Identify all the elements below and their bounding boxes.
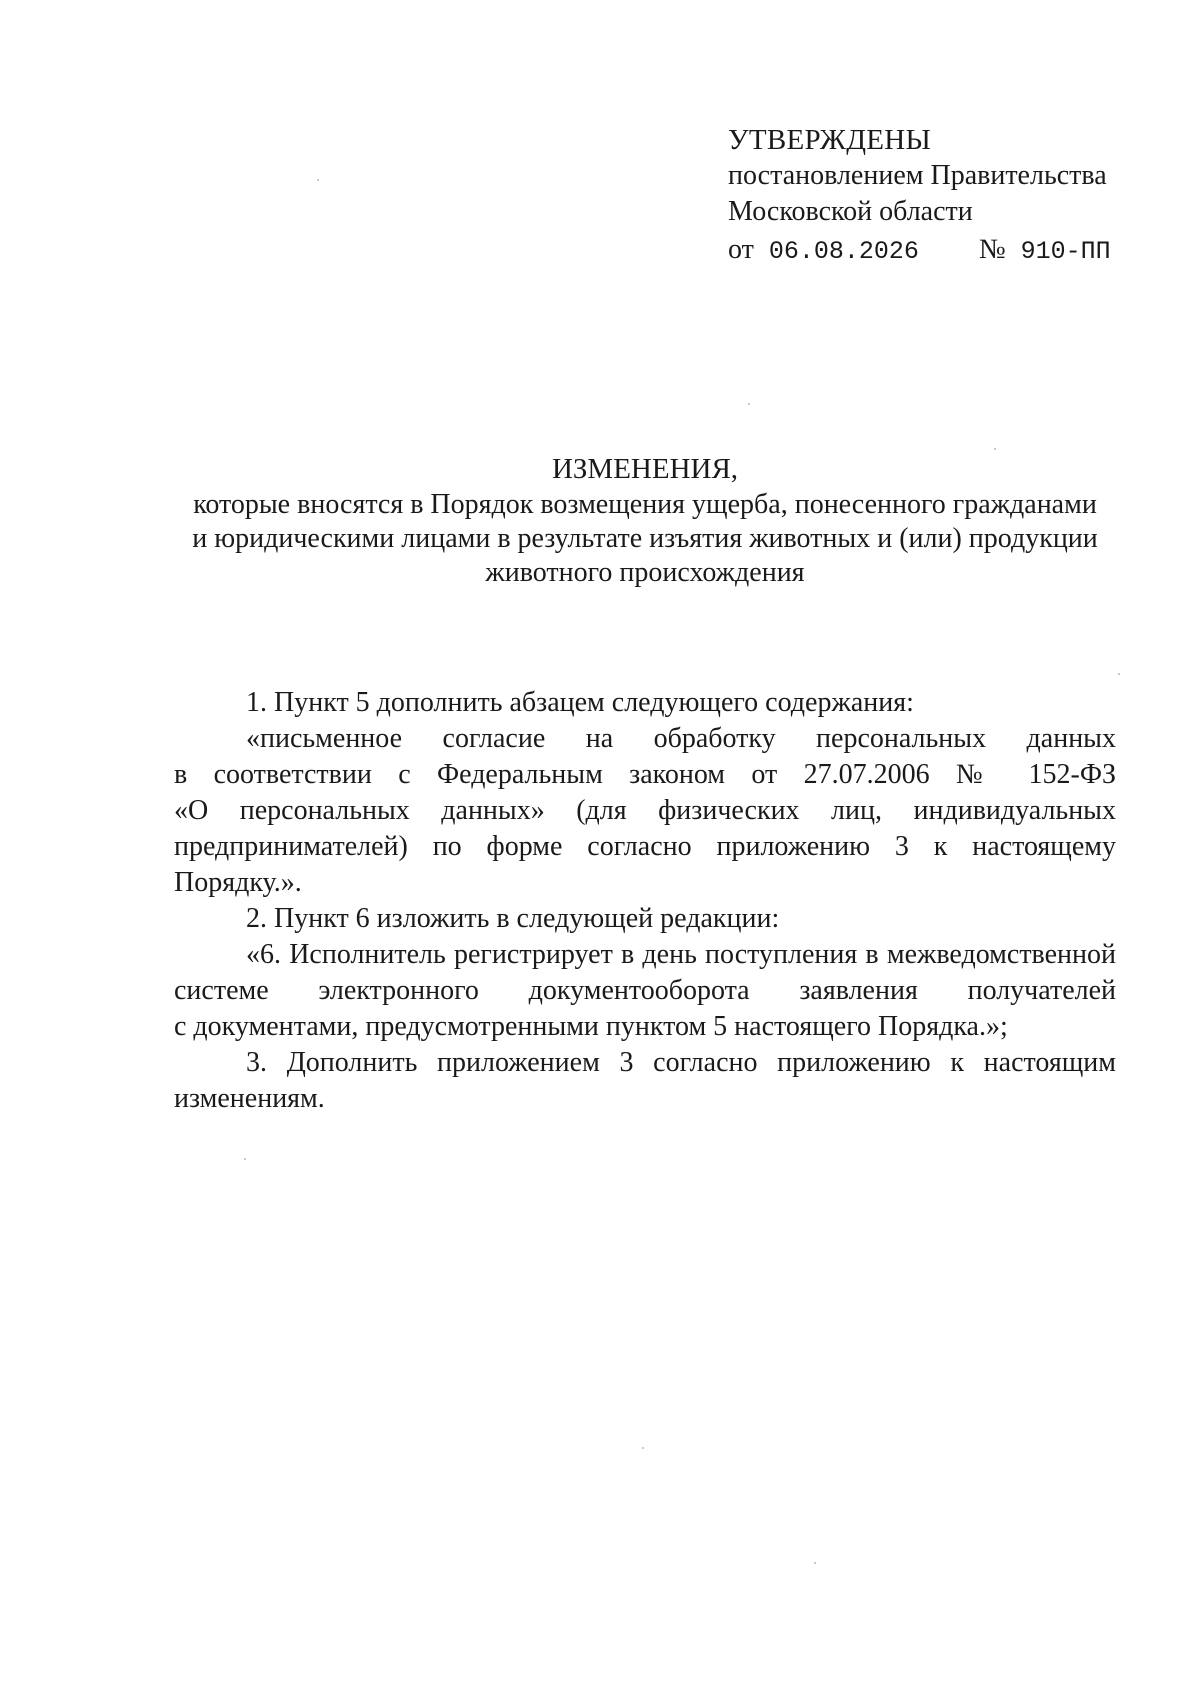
scan-speck: [642, 1447, 644, 1449]
scan-speck: [317, 179, 319, 181]
scan-speck: [994, 448, 996, 450]
item-1-text-line-2: в соответствии с Федеральным законом от 27.07.2006 № 152-ФЗ: [174, 759, 1116, 790]
scan-speck: [748, 403, 750, 405]
approval-line-region: Московской области: [728, 196, 973, 227]
scan-speck: [1118, 673, 1120, 675]
document-title: ИЗМЕНЕНИЯ,: [551, 453, 739, 485]
document-title-block: [170, 452, 1120, 590]
scan-speck: [244, 1158, 246, 1160]
item-2-text-line-3: с документами, предусмотренными пунктом 5 настоящего Порядка.»;: [174, 1011, 1008, 1042]
approved-heading: УТВЕРЖДЕНЫ: [728, 124, 932, 156]
document-subtitle-line-3: животного происхождения: [485, 557, 805, 588]
item-3-line-1: 3. Дополнить приложением 3 согласно приложению к настоящим: [246, 1047, 1116, 1078]
item-1-text-line-1: «письменное согласие на обработку персональных данных: [246, 723, 1116, 754]
approval-line-resolution: постановлением Правительства: [728, 160, 1107, 191]
item-3-line-2: изменениям.: [174, 1083, 325, 1114]
approval-date: 06.08.2026: [768, 237, 919, 266]
item-1-text-line-5: Порядку.».: [174, 867, 302, 898]
item-1: 1. Пункт 5 дополнить абзацем следующего содержания:: [246, 687, 914, 718]
item-1-text-line-3: «О персональных данных» (для физических лиц, индивидуальных: [174, 795, 1116, 826]
approval-block: [728, 122, 1168, 270]
document-subtitle-line-2: и юридическими лицами в результате изъятия животных и (или) продукции: [192, 523, 1098, 554]
item-2-text-line-1: «6. Исполнитель регистрирует в день поступления в межведомственной: [246, 939, 1116, 970]
number-sign: №: [978, 234, 1006, 265]
date-prefix: от: [728, 234, 754, 265]
item-2: 2. Пункт 6 изложить в следующей редакции:: [246, 903, 780, 934]
document-subtitle-line-1: которые вносятся в Порядок возмещения ущерба, понесенного гражданами: [193, 489, 1097, 520]
item-2-text-line-2: системе электронного документооборота заявления получателей: [174, 975, 1116, 1006]
document-body: [174, 685, 1116, 1117]
approval-date-line: [728, 232, 1168, 270]
resolution-number: 910-ПП: [1020, 237, 1111, 266]
item-1-text-line-4: предпринимателей) по форме согласно приложению 3 к настоящему: [174, 831, 1116, 862]
scan-speck: [814, 1562, 816, 1564]
